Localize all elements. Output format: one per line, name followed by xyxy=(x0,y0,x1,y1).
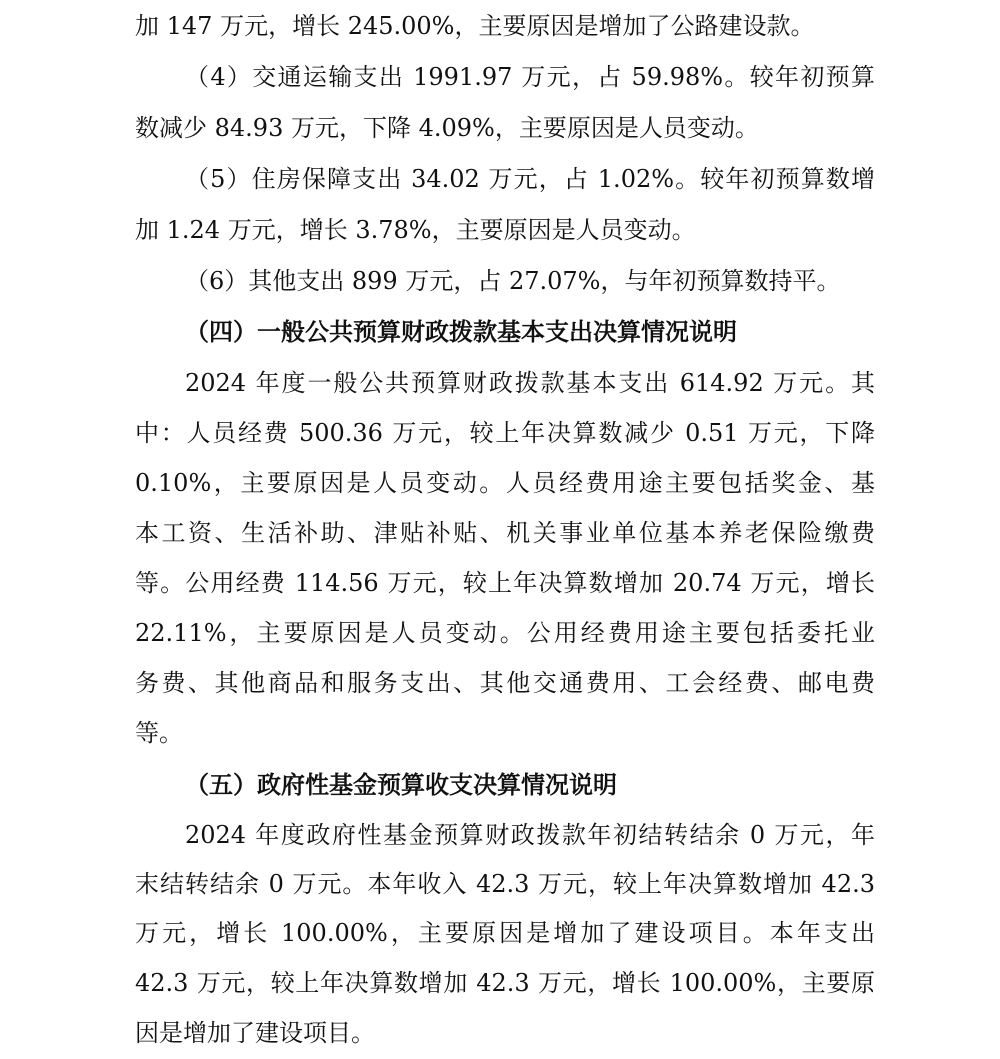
text-line-8: 2024 年度一般公共预算财政拨款基本支出 614.92 万元。其 xyxy=(185,369,875,397)
text-line-12: 等。公用经费 114.56 万元，较上年决算数增加 20.74 万元，增长 xyxy=(135,569,875,597)
text-line-4: （5）住房保障支出 34.02 万元，占 1.02%。较年初预算数增 xyxy=(185,165,875,193)
text-line-5: 加 1.24 万元，增长 3.78%，主要原因是人员变动。 xyxy=(135,216,696,244)
text-line-14: 务费、其他商品和服务支出、其他交通费用、工会经费、邮电费 xyxy=(135,669,875,697)
text-line-18: 末结转结余 0 万元。本年收入 42.3 万元，较上年决算数增加 42.3 xyxy=(135,870,875,898)
text-line-13: 22.11%，主要原因是人员变动。公用经费用途主要包括委托业 xyxy=(135,619,875,647)
text-line-11: 本工资、生活补助、津贴补贴、机关事业单位基本养老保险缴费 xyxy=(135,519,875,547)
text-line-3: 数减少 84.93 万元，下降 4.09%，主要原因是人员变动。 xyxy=(135,114,759,142)
text-line-1: 加 147 万元，增长 245.00%，主要原因是增加了公路建设款。 xyxy=(135,12,815,40)
text-line-6: （6）其他支出 899 万元，占 27.07%，与年初预算数持平。 xyxy=(185,267,841,295)
text-line-10: 0.10%，主要原因是人员变动。人员经费用途主要包括奖金、基 xyxy=(135,469,875,497)
section-heading-4: （四）一般公共预算财政拨款基本支出决算情况说明 xyxy=(185,317,737,346)
text-line-9: 中：人员经费 500.36 万元，较上年决算数减少 0.51 万元，下降 xyxy=(135,419,875,447)
text-line-17: 2024 年度政府性基金预算财政拨款年初结转结余 0 万元，年 xyxy=(185,821,875,849)
section-heading-5: （五）政府性基金预算收支决算情况说明 xyxy=(185,770,617,799)
text-line-21: 因是增加了建设项目。 xyxy=(135,1019,375,1047)
text-line-15: 等。 xyxy=(135,719,183,747)
text-line-20: 42.3 万元，较上年决算数增加 42.3 万元，增长 100.00%，主要原 xyxy=(135,969,875,997)
text-line-19: 万元，增长 100.00%，主要原因是增加了建设项目。本年支出 xyxy=(135,919,875,947)
text-line-2: （4）交通运输支出 1991.97 万元，占 59.98%。较年初预算 xyxy=(185,63,875,91)
